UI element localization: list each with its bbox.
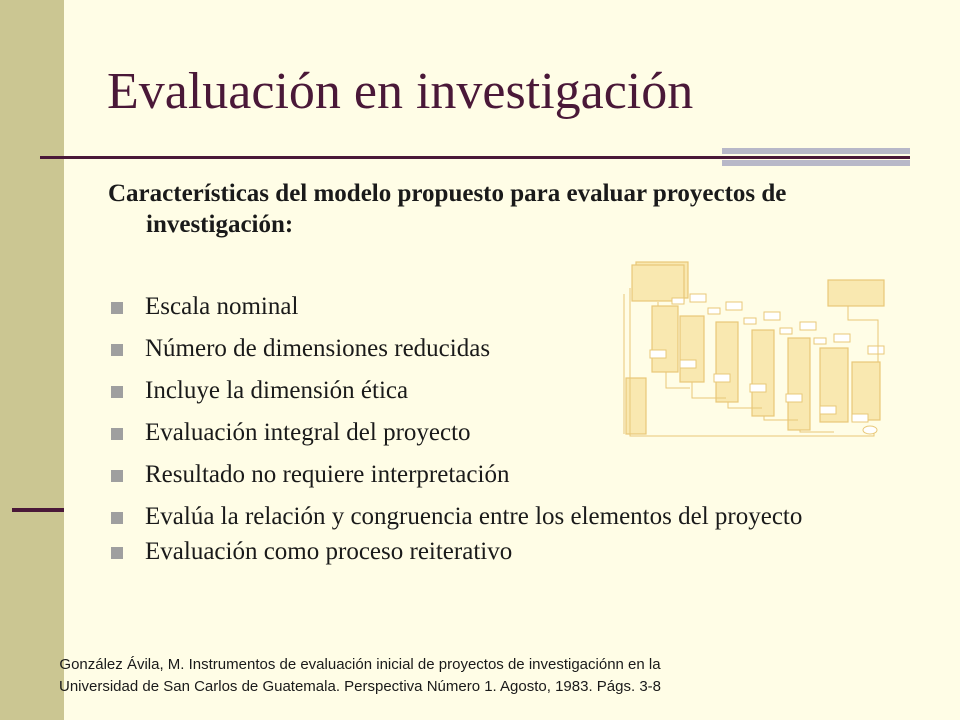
list-item-text: Evalúa la relación y congruencia entre los elementos del proyecto bbox=[145, 503, 803, 530]
slide-subheading: Características del modelo propuesto para evaluar proyectos de investigación: bbox=[108, 180, 787, 238]
list-item-text: Resultado no requiere interpretación bbox=[145, 461, 510, 488]
list-item-text: Evaluación como proceso reiterativo bbox=[145, 538, 513, 565]
list-item-text: Escala nominal bbox=[145, 293, 299, 320]
title-divider bbox=[40, 156, 910, 159]
title-divider-accent-top bbox=[722, 148, 910, 154]
square-bullet-icon bbox=[111, 344, 123, 356]
list-item bbox=[108, 334, 868, 364]
square-bullet-icon bbox=[111, 302, 123, 314]
square-bullet-icon bbox=[111, 512, 123, 524]
left-accent-rule bbox=[12, 508, 64, 512]
list-item bbox=[108, 460, 868, 490]
list-item bbox=[108, 292, 868, 322]
square-bullet-icon bbox=[111, 547, 123, 559]
bullet-list bbox=[108, 292, 868, 579]
slide-title: Evaluación en investigación bbox=[107, 63, 694, 120]
list-item-text: Evaluación integral del proyecto bbox=[145, 419, 471, 446]
square-bullet-icon bbox=[111, 386, 123, 398]
list-item bbox=[108, 502, 868, 532]
citation-line-2: Universidad de San Carlos de Guatemala. Perspectiva Número 1. Agosto, 1983. Págs. 3-8 bbox=[59, 678, 661, 695]
list-item bbox=[108, 537, 868, 567]
list-item-text: Número de dimensiones reducidas bbox=[145, 335, 491, 362]
square-bullet-icon bbox=[111, 428, 123, 440]
title-divider-accent-bottom bbox=[722, 160, 910, 166]
list-item-text: Incluye la dimensión ética bbox=[145, 377, 409, 404]
citation-line-1: González Ávila, M. Instrumentos de evaluación inicial de proyectos de investigaciónn en la bbox=[59, 656, 661, 673]
square-bullet-icon bbox=[111, 470, 123, 482]
list-item bbox=[108, 418, 868, 448]
left-accent-bar bbox=[0, 0, 64, 720]
list-item bbox=[108, 376, 868, 406]
citation bbox=[0, 654, 720, 698]
